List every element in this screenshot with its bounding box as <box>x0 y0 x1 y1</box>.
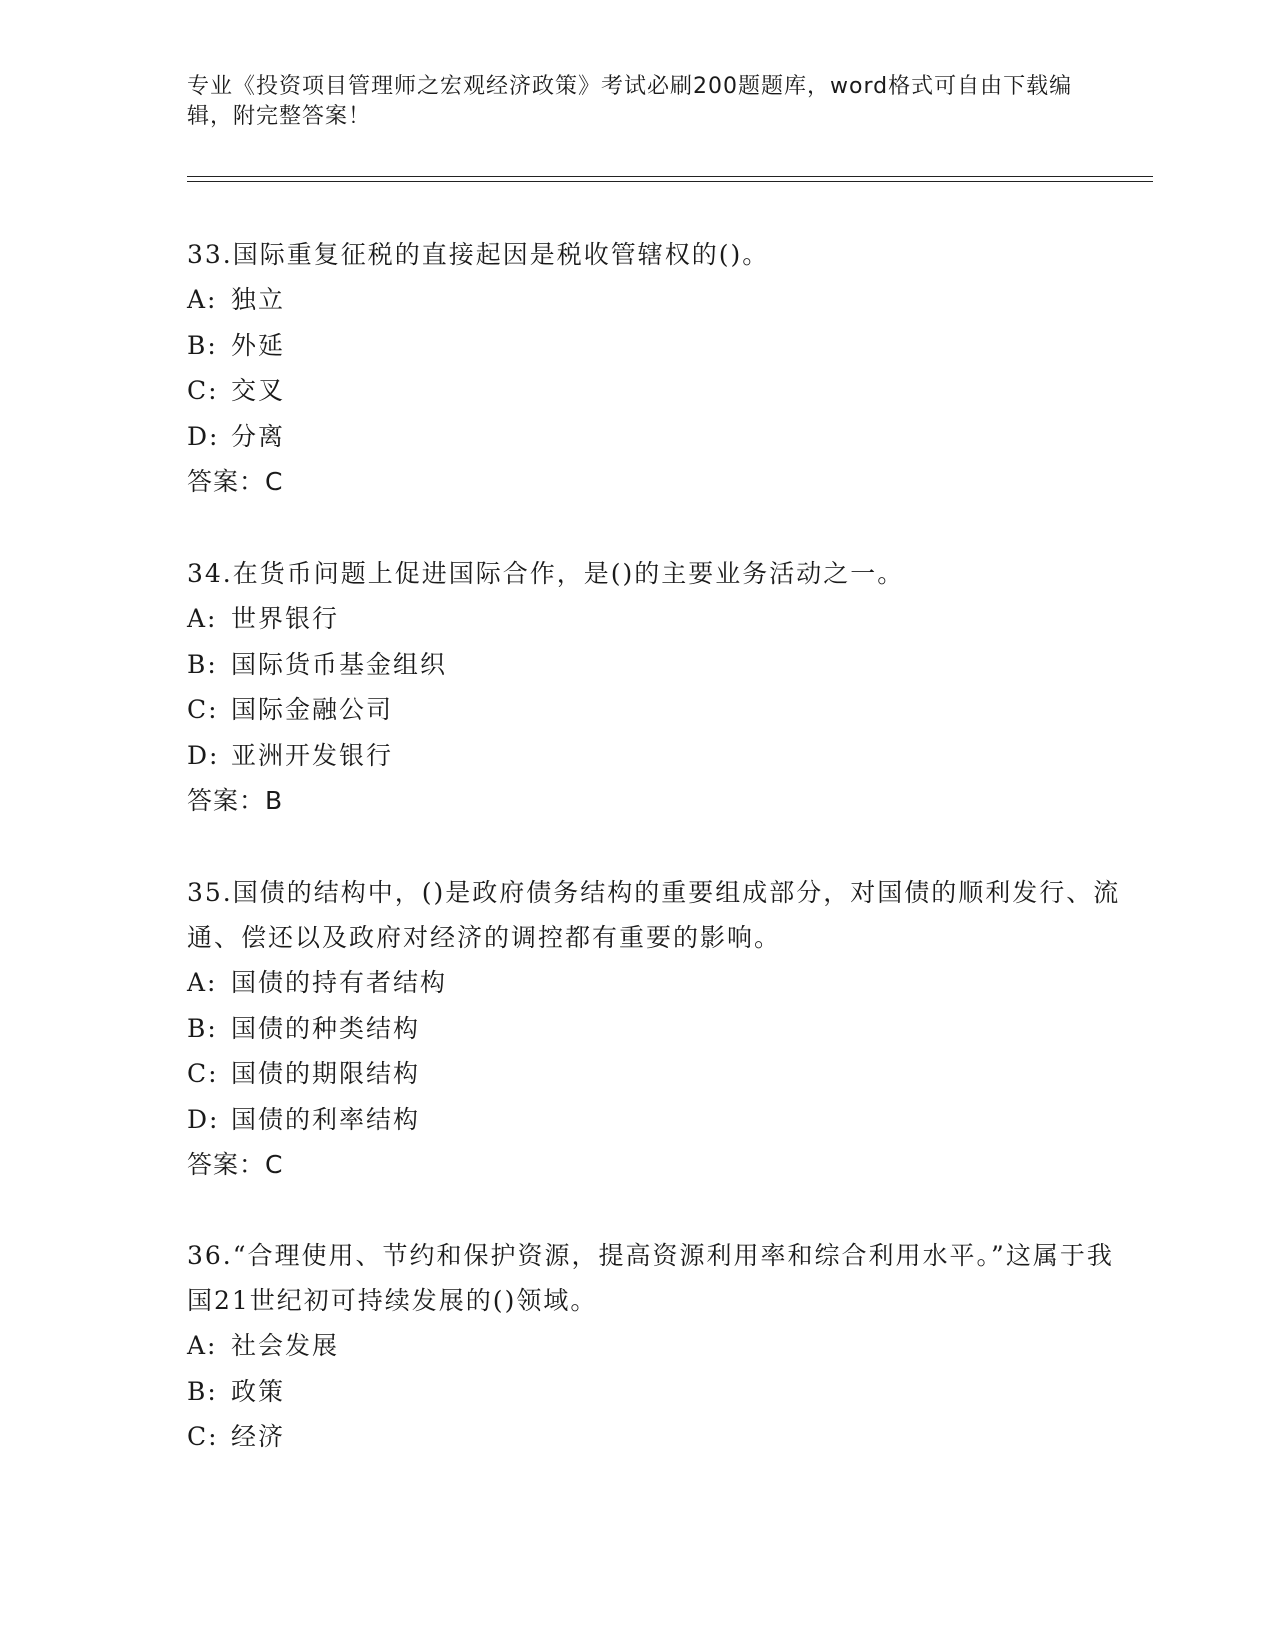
option-c <box>187 368 1127 414</box>
header-divider-top <box>187 176 1153 177</box>
option-label: C: <box>187 376 219 405</box>
option-label: D: <box>187 421 220 451</box>
document-header: 专业《投资项目管理师之宏观经济政策》考试必刷200题题库，word格式可自由下载编辑，附完整答案！ <box>187 74 1073 129</box>
option-d <box>187 733 1127 779</box>
question-stem: 34.在货币问题上促进国际合作，是()的主要业务活动之一。 <box>187 559 905 588</box>
option-a <box>187 960 1127 1006</box>
option-text: 国债的持有者结构 <box>231 968 448 997</box>
option-label: B: <box>187 1013 218 1043</box>
option-label: D: <box>187 1104 220 1134</box>
option-d <box>187 414 1127 460</box>
option-text: 分离 <box>231 421 286 451</box>
option-text: 外延 <box>231 330 286 360</box>
option-text: 国债的种类结构 <box>231 1013 421 1043</box>
option-b <box>187 1006 1127 1052</box>
option-label: A: <box>187 604 218 633</box>
question-33 <box>187 232 1127 504</box>
question-stem: 33.国际重复征税的直接起因是税收管辖权的()。 <box>187 240 770 269</box>
option-d <box>187 1097 1127 1143</box>
option-text: 世界银行 <box>231 604 340 633</box>
option-text: 独立 <box>231 285 286 314</box>
option-text: 经济 <box>231 1422 286 1451</box>
question-stem: 35.国债的结构中，()是政府债务结构的重要组成部分，对国债的顺利发行、流通、偿还以及政府对经济的调控都有重要的影响。 <box>187 878 1121 952</box>
option-b <box>187 323 1127 369</box>
option-text: 政策 <box>231 1376 286 1406</box>
option-a <box>187 596 1127 642</box>
option-label: A: <box>187 1331 218 1360</box>
option-a <box>187 1323 1127 1369</box>
question-35 <box>187 870 1127 1187</box>
option-label: A: <box>187 285 218 314</box>
header-divider-bottom <box>187 181 1153 182</box>
option-text: 社会发展 <box>231 1331 340 1360</box>
option-c <box>187 1051 1127 1097</box>
option-label: C: <box>187 1422 219 1451</box>
option-text: 交叉 <box>231 376 286 405</box>
option-text: 亚洲开发银行 <box>231 740 394 770</box>
question-36 <box>187 1233 1127 1460</box>
option-label: B: <box>187 649 218 679</box>
option-label: A: <box>187 968 218 997</box>
option-a <box>187 277 1127 323</box>
answer-line: 答案：C <box>187 1150 284 1179</box>
answer-line: 答案：B <box>187 786 284 815</box>
option-text: 国债的利率结构 <box>231 1104 421 1134</box>
option-text: 国债的期限结构 <box>231 1059 421 1088</box>
option-label: B: <box>187 330 218 360</box>
option-c <box>187 687 1127 733</box>
answer-line: 答案：C <box>187 467 284 496</box>
question-stem: 36.“合理使用、节约和保护资源，提高资源利用率和综合利用水平。”这属于我国21世纪初可持续发展的()领域。 <box>187 1241 1114 1315</box>
option-label: C: <box>187 695 219 724</box>
option-c <box>187 1414 1127 1460</box>
option-label: B: <box>187 1376 218 1406</box>
option-text: 国际货币基金组织 <box>231 649 448 679</box>
option-label: D: <box>187 740 220 770</box>
option-label: C: <box>187 1059 219 1088</box>
option-b <box>187 642 1127 688</box>
question-34 <box>187 551 1127 823</box>
option-b <box>187 1369 1127 1415</box>
option-text: 国际金融公司 <box>231 695 394 724</box>
